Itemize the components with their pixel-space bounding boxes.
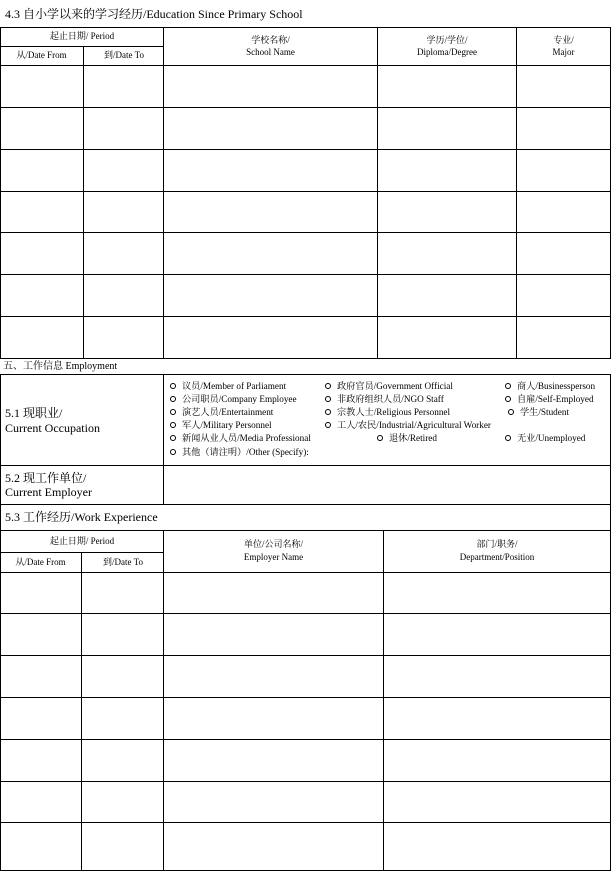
education-diploma-cell[interactable]: [378, 66, 516, 107]
education-from-cell[interactable]: [1, 317, 83, 358]
employer-name-header-en: Employer Name: [243, 552, 304, 562]
work-from-cell[interactable]: [1, 740, 81, 781]
work-right-border: [610, 530, 611, 871]
work-title-row-bottom-border: [0, 530, 611, 531]
current-employer-label-en: Current Employer: [5, 485, 92, 499]
education-major-cell[interactable]: [517, 66, 610, 107]
radio-icon[interactable]: [325, 383, 331, 389]
education-major-cell[interactable]: [517, 192, 610, 232]
option-company-employee[interactable]: 公司职员/Company Employee: [170, 395, 297, 404]
education-to-cell[interactable]: [84, 108, 163, 149]
work-from-cell[interactable]: [1, 698, 81, 739]
option-member-of-parliament[interactable]: 议员/Member of Parliament: [170, 382, 286, 391]
work-employer-cell[interactable]: [164, 823, 383, 870]
option-self-employed[interactable]: 自雇/Self-Employed: [505, 395, 594, 404]
work-employer-cell[interactable]: [164, 782, 383, 822]
radio-icon[interactable]: [377, 435, 383, 441]
work-from-cell[interactable]: [1, 823, 81, 870]
work-dept-cell[interactable]: [384, 656, 610, 697]
option-student[interactable]: 学生/Student: [508, 408, 569, 417]
radio-icon[interactable]: [325, 422, 331, 428]
work-date-to-header: 到/Date To: [103, 557, 143, 567]
education-major-cell[interactable]: [517, 317, 610, 358]
diploma-header-cn: 学历/学位/: [426, 35, 468, 45]
work-to-cell[interactable]: [82, 614, 163, 655]
work-employer-cell[interactable]: [164, 656, 383, 697]
education-school-cell[interactable]: [164, 233, 377, 274]
work-dept-cell[interactable]: [384, 782, 610, 822]
education-right-border: [610, 27, 611, 359]
education-to-cell[interactable]: [84, 192, 163, 232]
department-header-cn: 部门/职务/: [476, 539, 518, 549]
education-to-cell[interactable]: [84, 150, 163, 191]
radio-icon[interactable]: [508, 409, 514, 415]
work-table-bottom-border: [0, 870, 611, 871]
work-dept-cell[interactable]: [384, 573, 610, 613]
option-businessperson[interactable]: 商人/Businessperson: [505, 382, 595, 391]
current-employer-field[interactable]: [164, 466, 610, 504]
education-from-cell[interactable]: [1, 150, 83, 191]
option-retired[interactable]: 退休/Retired: [377, 434, 437, 443]
radio-icon[interactable]: [170, 449, 176, 455]
employment-right-border: [610, 374, 611, 531]
work-to-cell[interactable]: [82, 573, 163, 613]
radio-icon[interactable]: [170, 422, 176, 428]
radio-icon[interactable]: [325, 409, 331, 415]
education-school-cell[interactable]: [164, 66, 377, 107]
education-date-to-header: 到/Date To: [104, 50, 144, 60]
work-from-cell[interactable]: [1, 782, 81, 822]
major-header-en: Major: [552, 47, 575, 57]
radio-icon[interactable]: [170, 409, 176, 415]
radio-icon[interactable]: [170, 396, 176, 402]
radio-icon[interactable]: [170, 435, 176, 441]
option-industrial-agricultural-worker[interactable]: 工人/农民/Industrial/Agricultural Worker: [325, 421, 491, 430]
education-to-cell[interactable]: [84, 233, 163, 274]
school-name-header-cn: 学校名称/: [251, 35, 290, 45]
education-school-cell[interactable]: [164, 108, 377, 149]
employment-section-title: 五、工作信息 Employment: [3, 361, 118, 372]
education-section-title: 4.3 自小学以来的学习经历/Education Since Primary School: [5, 7, 303, 21]
work-to-cell[interactable]: [82, 656, 163, 697]
work-from-cell[interactable]: [1, 656, 81, 697]
work-dept-cell[interactable]: [384, 740, 610, 781]
option-religious-personnel[interactable]: 宗教人士/Religious Personnel: [325, 408, 450, 417]
option-government-official[interactable]: 政府官员/Government Official: [325, 382, 453, 391]
work-period-divider: [0, 552, 164, 553]
option-entertainment[interactable]: 演艺人员/Entertainment: [170, 408, 273, 417]
education-diploma-cell[interactable]: [378, 192, 516, 232]
major-header-cn: 专业/: [553, 35, 574, 45]
current-employer-label-cn: 5.2 现工作单位/: [5, 471, 87, 485]
work-dept-cell[interactable]: [384, 614, 610, 655]
education-table-top-border: [0, 27, 611, 28]
employment-table-top-border: [0, 374, 611, 375]
work-employer-cell[interactable]: [164, 614, 383, 655]
diploma-header-en: Diploma/Degree: [417, 47, 477, 57]
education-major-cell[interactable]: [517, 233, 610, 274]
work-to-cell[interactable]: [82, 698, 163, 739]
radio-icon[interactable]: [505, 435, 511, 441]
education-from-cell[interactable]: [1, 233, 83, 274]
school-name-header-en: School Name: [246, 47, 295, 57]
option-other-specify[interactable]: 其他（请注明）/Other (Specify):: [170, 448, 309, 457]
work-employer-cell[interactable]: [164, 573, 383, 613]
radio-icon[interactable]: [505, 396, 511, 402]
education-school-cell[interactable]: [164, 150, 377, 191]
education-diploma-cell[interactable]: [378, 275, 516, 316]
current-occupation-label-en: Current Occupation: [5, 421, 100, 435]
education-diploma-cell[interactable]: [378, 150, 516, 191]
education-major-cell[interactable]: [517, 150, 610, 191]
work-to-cell[interactable]: [82, 740, 163, 781]
employer-name-header-cn: 单位/公司名称/: [243, 539, 303, 549]
employment-left-border: [0, 374, 1, 531]
education-to-cell[interactable]: [84, 275, 163, 316]
education-period-divider: [0, 46, 164, 47]
education-from-cell[interactable]: [1, 66, 83, 107]
education-major-cell[interactable]: [517, 108, 610, 149]
radio-icon[interactable]: [325, 396, 331, 402]
education-from-cell[interactable]: [1, 108, 83, 149]
education-period-header: 起止日期/ Period: [49, 31, 115, 41]
employer-row-bottom-border: [0, 504, 611, 505]
education-date-from-header: 从/Date From: [16, 50, 67, 60]
current-occupation-label-cn: 5.1 现职业/: [5, 406, 63, 420]
option-unemployed[interactable]: 无业/Unemployed: [505, 434, 585, 443]
work-experience-title: 5.3 工作经历/Work Experience: [5, 510, 158, 524]
work-date-from-header: 从/Date From: [15, 557, 66, 567]
work-from-cell[interactable]: [1, 573, 81, 613]
education-school-cell[interactable]: [164, 317, 377, 358]
education-major-cell[interactable]: [517, 275, 610, 316]
work-to-cell[interactable]: [82, 823, 163, 870]
education-school-cell[interactable]: [164, 192, 377, 232]
option-military-personnel[interactable]: 军人/Military Personnel: [170, 421, 272, 430]
work-employer-cell[interactable]: [164, 740, 383, 781]
work-to-cell[interactable]: [82, 782, 163, 822]
education-from-cell[interactable]: [1, 275, 83, 316]
education-diploma-cell[interactable]: [378, 108, 516, 149]
education-to-cell[interactable]: [84, 317, 163, 358]
department-header-en: Department/Position: [459, 552, 535, 562]
work-dept-cell[interactable]: [384, 698, 610, 739]
radio-icon[interactable]: [170, 383, 176, 389]
education-from-cell[interactable]: [1, 192, 83, 232]
education-to-cell[interactable]: [84, 66, 163, 107]
work-period-header: 起止日期/ Period: [49, 536, 115, 546]
work-dept-cell[interactable]: [384, 823, 610, 870]
education-school-cell[interactable]: [164, 275, 377, 316]
education-diploma-cell[interactable]: [378, 317, 516, 358]
work-employer-cell[interactable]: [164, 698, 383, 739]
education-diploma-cell[interactable]: [378, 233, 516, 274]
education-table-bottom-border: [0, 358, 611, 359]
option-media-professional[interactable]: 新闻从业人员/Media Professional: [170, 434, 311, 443]
work-from-cell[interactable]: [1, 614, 81, 655]
option-ngo-staff[interactable]: 非政府组织人员/NGO Staff: [325, 395, 444, 404]
radio-icon[interactable]: [505, 383, 511, 389]
